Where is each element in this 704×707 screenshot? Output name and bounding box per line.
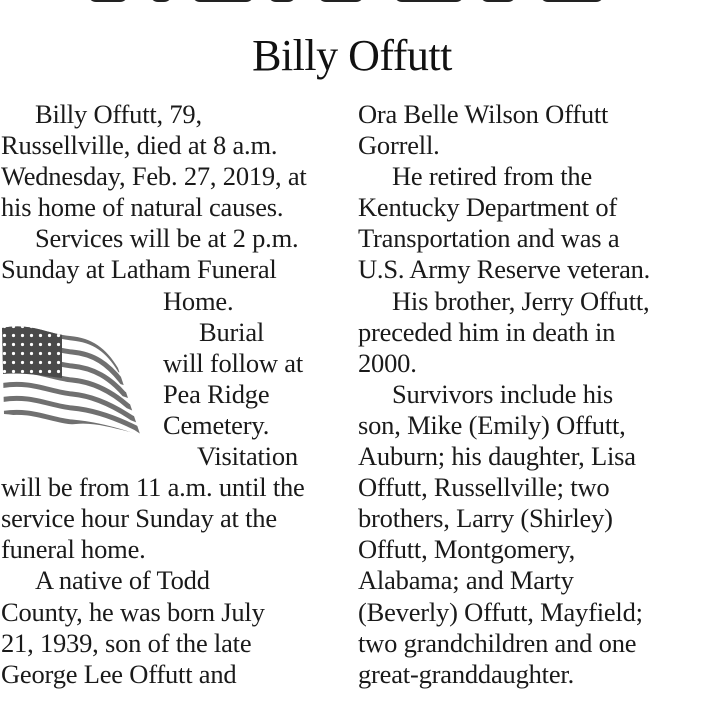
text-line: Offutt, Russellville; two (358, 472, 610, 503)
text-line: Transportation and was a (358, 223, 620, 254)
text-line: Billy Offutt, 79, (35, 99, 202, 129)
text-line: Alabama; and Marty (358, 565, 574, 596)
text-line: great-granddaughter. (358, 658, 574, 689)
text-line: service hour Sunday at the (1, 503, 277, 534)
american-flag-icon (0, 322, 142, 442)
text-line: his home of natural causes. (1, 192, 284, 223)
text-line: Sunday at Latham Funeral (1, 254, 277, 285)
text-line: Burial (199, 316, 265, 347)
text-line: Auburn; his daughter, Lisa (358, 441, 636, 472)
text-line: Offutt, Montgomery, (358, 534, 576, 565)
text-line: Ora Belle Wilson Offutt (358, 99, 609, 129)
text-line: His brother, Jerry Offutt, (392, 285, 650, 316)
text-line: Visitation (197, 441, 298, 472)
text-line: Pea Ridge (163, 378, 270, 409)
text-line: U.S. Army Reserve veteran. (358, 254, 651, 285)
cropped-previous-article-text (0, 0, 704, 6)
text-line: funeral home. (1, 534, 146, 565)
text-line: Home. (163, 285, 234, 316)
text-line: will be from 11 a.m. until the (1, 472, 305, 503)
right-column (358, 99, 704, 690)
text-line: Survivors include his (392, 378, 614, 409)
text-line: brothers, Larry (Shirley) (358, 503, 613, 534)
text-line: Wednesday, Feb. 27, 2019, at (1, 161, 307, 192)
obituary-title: Billy Offutt (252, 31, 452, 80)
text-line: preceded him in death in (358, 316, 616, 347)
text-line: 2000. (358, 347, 417, 378)
text-line: Cemetery. (163, 409, 270, 440)
text-line: Services will be at 2 p.m. (35, 223, 299, 254)
text-line: He retired from the (392, 161, 593, 192)
text-line: (Beverly) Offutt, Mayfield; (358, 596, 643, 627)
text-line: County, he was born July (1, 596, 265, 627)
text-line: Kentucky Department of (358, 192, 618, 223)
text-line: will follow at (163, 347, 303, 378)
text-line: 21, 1939, son of the late (1, 627, 252, 658)
text-line: George Lee Offutt and (1, 658, 237, 689)
text-line: Gorrell. (358, 130, 440, 161)
text-line: A native of Todd (35, 565, 210, 596)
text-line: son, Mike (Emily) Offutt, (358, 409, 626, 440)
text-line: two grandchildren and one (358, 627, 637, 658)
text-line: Russellville, died at 8 a.m. (1, 130, 278, 161)
